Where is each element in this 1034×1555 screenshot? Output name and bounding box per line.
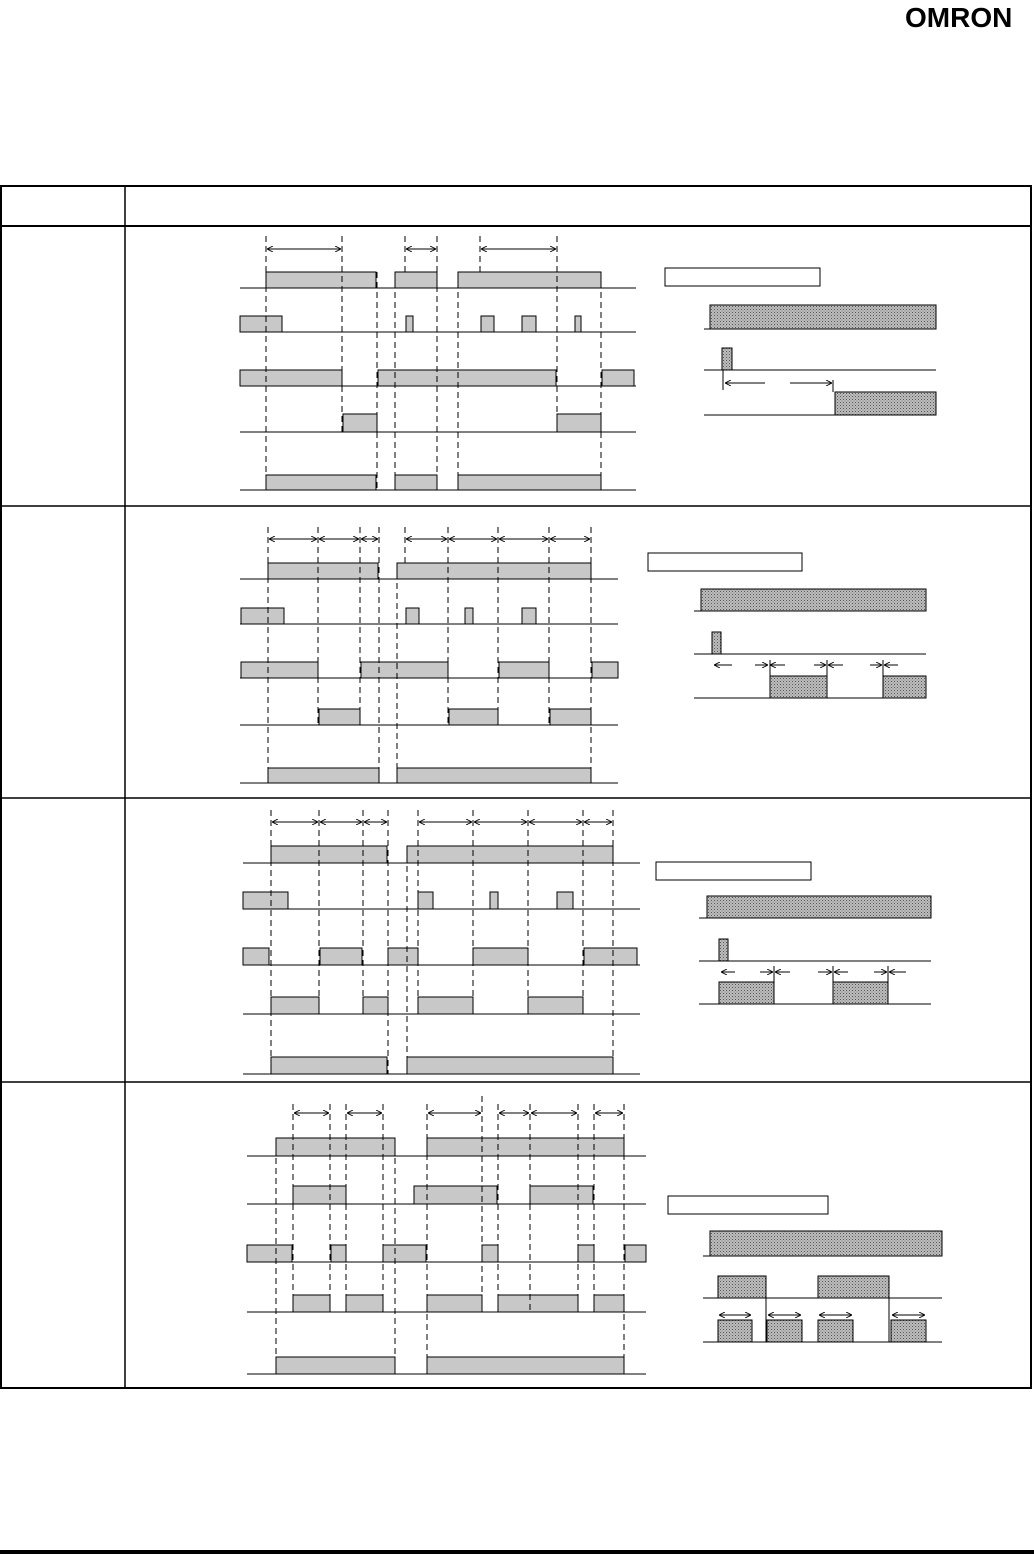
- brand-text: OMRON: [905, 2, 1013, 32]
- table-grid: [1, 186, 1031, 1388]
- footer-rule: [0, 1550, 1034, 1554]
- timing-chart-row-4: [247, 1096, 942, 1374]
- timing-chart-row-3: [243, 810, 931, 1074]
- timing-chart-row-2: [240, 527, 926, 783]
- timing-chart-row-1: [240, 236, 936, 490]
